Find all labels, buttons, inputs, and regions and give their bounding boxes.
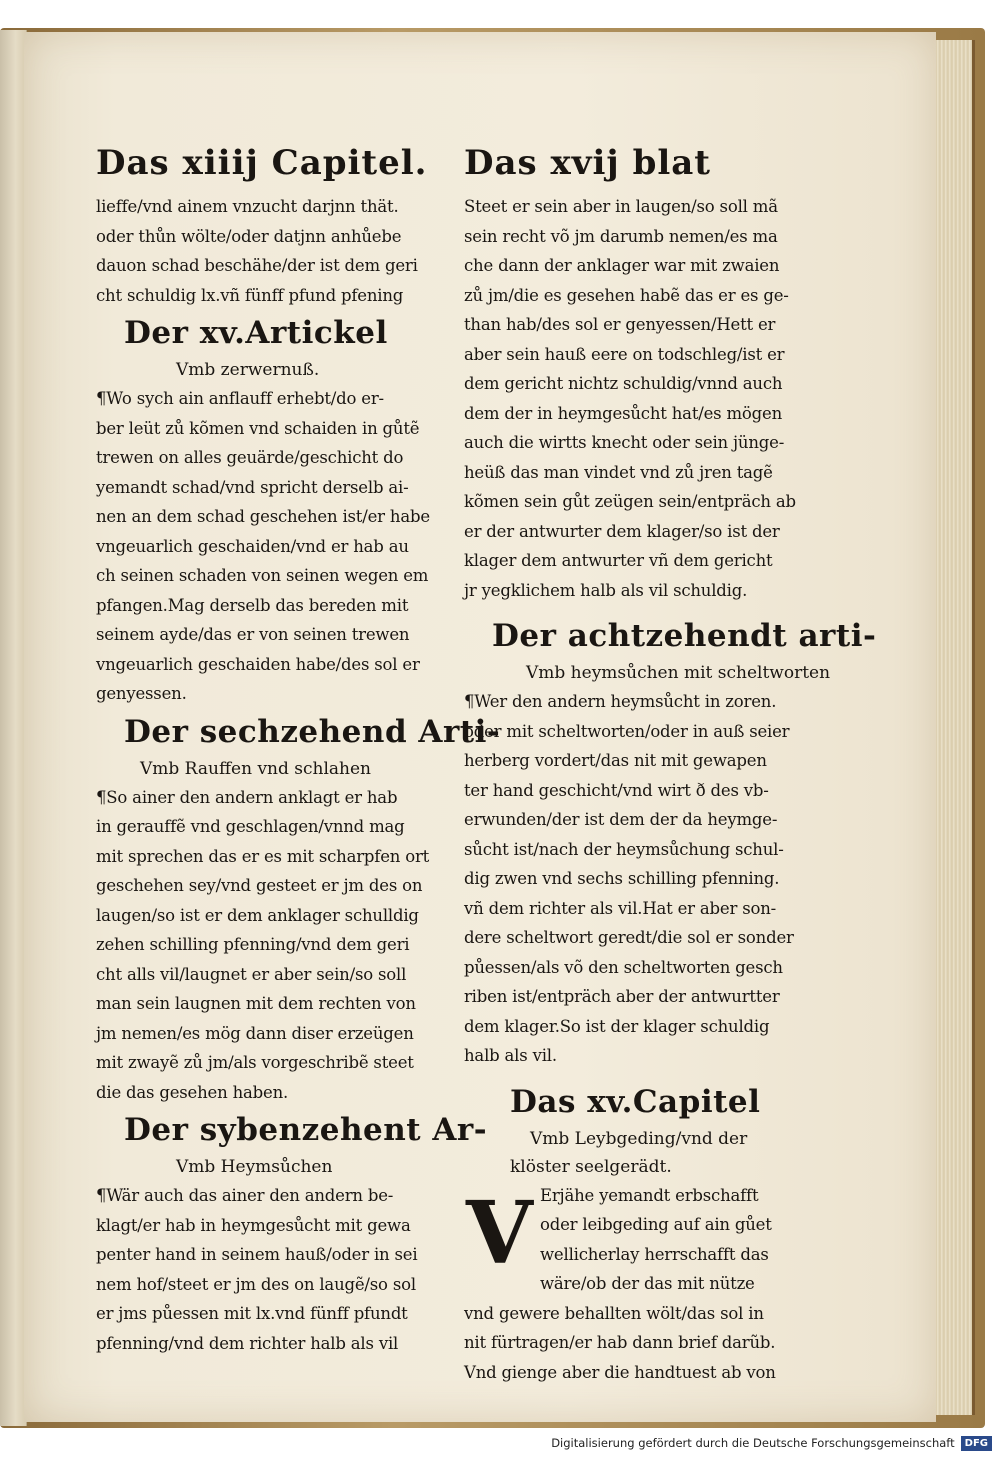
text-line: zehen schilling pfenning/vnd dem geri	[96, 935, 410, 954]
text-line: trewen on alles geuärde/geschicht do	[96, 448, 404, 467]
dfg-logo: DFG	[961, 1436, 992, 1451]
running-head-right: Das xvij blat	[464, 143, 711, 183]
footer-credit	[551, 1432, 992, 1454]
text-line: vngeuarlich geschaiden/vnd er hab au	[96, 536, 409, 556]
text-line: dem der in heymgesůcht hat/es mögen	[464, 403, 783, 423]
text-line: sůcht ist/nach der heymsůchung schul-	[464, 839, 784, 859]
section-subheading: Vmb Rauffen vnd schlahen	[140, 758, 372, 779]
section-heading: Der xv.Artickel	[124, 315, 388, 351]
text-line: ¶So ainer den andern anklagt er hab	[96, 787, 398, 807]
text-line: vñ dem richter als vil.Hat er aber son-	[464, 898, 777, 918]
text-line: er der antwurter dem klager/so ist der	[464, 521, 780, 541]
text-line: klager dem antwurter vñ dem gericht	[464, 551, 773, 570]
text-line: ter hand geschicht/vnd wirt ð des vb-	[464, 780, 769, 800]
intro-text	[96, 192, 446, 310]
text-line: che dann der anklager war mit zwaien	[464, 256, 780, 275]
section-heading: Der sybenzehent Ar-	[124, 1112, 488, 1148]
funding-note: Digitalisierung gefördert durch die Deutsche Forschungsgemeinschaft	[551, 1436, 955, 1450]
section-subheading: Vmb zerwernuß.	[176, 360, 320, 380]
text-line: riben ist/entpräch aber der antwurtter	[464, 987, 780, 1006]
text-line: cht schuldig lx.vñ fünff pfund pfening	[96, 285, 404, 305]
text-line: wäre/ob der das mit nütze	[540, 1274, 755, 1293]
text-line: sein recht võ jm darumb nemen/es ma	[464, 226, 778, 246]
intro-text	[464, 192, 814, 605]
text-line: oder thůn wölte/oder datjnn anhůebe	[96, 226, 402, 246]
text-line: nit fürtragen/er hab dann brief darũb.	[464, 1333, 776, 1352]
text-line: lieffe/vnd ainem vnzucht darjnn thät.	[96, 197, 399, 216]
text-line: pfangen.Mag derselb das bereden mit	[96, 595, 409, 615]
text-line: aber sein hauß eere on todschleg/ist er	[464, 344, 785, 364]
text-line: nen an dem schad geschehen ist/er habe	[96, 507, 430, 526]
section-body	[464, 1299, 814, 1388]
section-heading: Der achtzehendt arti-	[492, 618, 877, 654]
text-line: wellicherlay herrschafft das	[540, 1244, 769, 1264]
text-line: klagt/er hab in heymgesůcht mit gewa	[96, 1215, 411, 1235]
text-line: zů jm/die es gesehen habẽ das er es ge-	[464, 285, 789, 305]
text-line: dem klager.So ist der klager schuldig	[464, 1016, 770, 1036]
section-heading: Der sechzehend Arti-	[124, 713, 501, 750]
section-subheading: Vmb heymsůchen mit scheltworten	[526, 663, 831, 683]
text-line: jr yegklichem halb als vil schuldig.	[464, 580, 748, 600]
text-line: cht alls vil/laugnet er aber sein/so soll	[96, 964, 407, 984]
text-line: die das gesehen haben.	[96, 1082, 289, 1102]
text-line: nem hof/steet er jm des on laugẽ/so sol	[96, 1274, 416, 1294]
text-line: ch seinen schaden von seinen wegen em	[96, 566, 429, 585]
text-line: dere scheltwort geredt/die sol er sonder	[464, 928, 794, 947]
text-line: mit zwayẽ zů jm/als vorgeschribẽ steet	[96, 1053, 414, 1072]
text-line: pfenning/vnd dem richter halb als vil	[96, 1333, 399, 1353]
drop-cap-initial: V	[466, 1182, 533, 1284]
text-line: dauon schad beschähe/der ist dem geri	[96, 256, 418, 275]
section-subheading: Vmb Heymsůchen	[176, 1157, 333, 1177]
text-line: genyessen.	[96, 684, 187, 703]
section-body	[464, 687, 814, 1071]
text-line: půessen/als võ den scheltworten gesch	[464, 957, 783, 977]
text-line: jm nemen/es mög dann diser erzeügen	[96, 1023, 414, 1043]
text-line: heüß das man vindet vnd zů jren tagẽ	[464, 462, 773, 482]
section-body	[96, 1181, 446, 1358]
text-line: ¶Wo sych ain anflauff erhebt/do er-	[96, 389, 384, 408]
text-line: erwunden/der ist dem der da heymge-	[464, 810, 778, 829]
text-line: yemandt schad/vnd spricht derselb ai-	[96, 477, 409, 497]
text-line: vngeuarlich geschaiden habe/des sol er	[96, 654, 420, 674]
running-head-left: Das xiiij Capitel.	[96, 143, 428, 183]
text-line: halb als vil.	[464, 1046, 557, 1065]
text-line: than hab/des sol er genyessen/Hett er	[464, 315, 776, 334]
text-line: dig zwen vnd sechs schilling pfenning.	[464, 869, 780, 888]
text-line: Steet er sein aber in laugen/so soll mã	[464, 197, 778, 216]
section-body	[96, 783, 446, 1108]
text-line: ¶Wär auch das ainer den andern be-	[96, 1186, 394, 1205]
text-line: oder leibgeding auf ain gůet	[540, 1215, 772, 1234]
text-line: Vnd gienge aber die handtuest ab von	[464, 1362, 776, 1382]
text-line: mit sprechen das er es mit scharpfen ort	[96, 846, 430, 866]
text-line: seinem ayde/das er von seinen trewen	[96, 625, 410, 644]
initial-block	[464, 1181, 814, 1299]
text-line: vnd gewere behallten wölt/das sol in	[464, 1303, 764, 1323]
text-line: ¶Wer den andern heymsůcht in zoren.	[464, 692, 777, 711]
text-line: dem gericht nichtz schuldig/vnnd auch	[464, 374, 783, 393]
text-line: geschehen sey/vnd gesteet er jm des on	[96, 876, 423, 895]
chapter-subheading: Vmb Leybgeding/vnd der	[530, 1128, 748, 1149]
text-line: laugen/so ist er dem anklager schulldig	[96, 905, 419, 925]
text-line: penter hand in seinem hauß/oder in sei	[96, 1245, 418, 1264]
chapter-heading: Das xv.Capitel	[510, 1083, 761, 1120]
text-line: kõmen sein gůt zeügen sein/entpräch ab	[464, 492, 796, 511]
text-line: in gerauffẽ vnd geschlagen/vnnd mag	[96, 817, 405, 836]
text-line: herberg vordert/das nit mit gewapen	[464, 751, 767, 770]
section-body	[96, 384, 446, 709]
chapter-subheading: klöster seelgerädt.	[510, 1156, 672, 1177]
text-line: auch die wirtts knecht oder sein jünge-	[464, 433, 785, 452]
left-column	[96, 136, 501, 1358]
page-edges	[934, 40, 975, 1415]
right-column	[464, 136, 877, 1387]
left-page-edge	[0, 30, 27, 1426]
text-line: Erjähe yemandt erbschafft	[540, 1185, 759, 1205]
text-line: er jms půessen mit lx.vnd fünff pfundt	[96, 1304, 408, 1323]
text-line: ber leüt zů kõmen vnd schaiden in gůtẽ	[96, 418, 420, 438]
text-line: man sein laugnen mit dem rechten von	[96, 994, 416, 1013]
text-line: oder mit scheltworten/oder in auß seier	[464, 721, 790, 741]
